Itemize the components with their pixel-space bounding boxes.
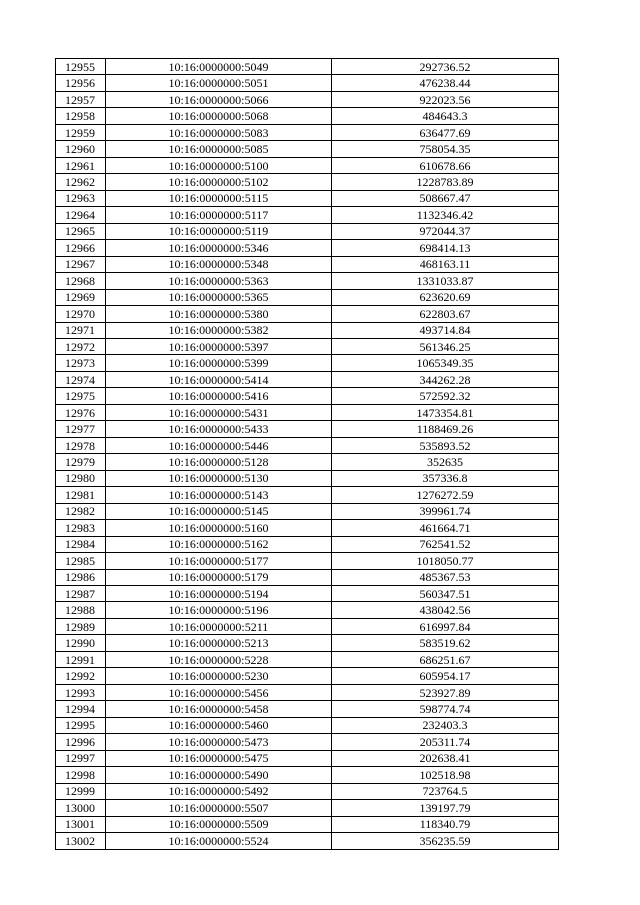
row-number-cell: 12969 [56,289,106,305]
cadastral-number-cell: 10:16:0000000:5051 [106,75,332,91]
value-cell: 1065349.35 [332,355,559,371]
value-cell: 972044.37 [332,223,559,239]
row-number-cell: 12994 [56,701,106,717]
cadastral-number-cell: 10:16:0000000:5100 [106,157,332,173]
table-row [56,470,559,486]
row-number-cell: 12972 [56,338,106,354]
cadastral-number-cell: 10:16:0000000:5177 [106,553,332,569]
table-row [56,783,559,799]
table-row [56,207,559,223]
cadastral-number-cell: 10:16:0000000:5460 [106,717,332,733]
cadastral-number-cell: 10:16:0000000:5475 [106,750,332,766]
value-cell: 232403.3 [332,717,559,733]
value-cell: 523927.89 [332,684,559,700]
cadastral-number-cell: 10:16:0000000:5228 [106,651,332,667]
value-cell: 1018050.77 [332,553,559,569]
table-row [56,256,559,272]
row-number-cell: 12992 [56,668,106,684]
row-number-cell: 12964 [56,207,106,223]
cadastral-number-cell: 10:16:0000000:5179 [106,569,332,585]
table-row [56,338,559,354]
row-number-cell: 12995 [56,717,106,733]
value-cell: 1188469.26 [332,421,559,437]
table-row [56,520,559,536]
value-cell: 139197.79 [332,800,559,816]
value-cell: 598774.74 [332,701,559,717]
row-number-cell: 12955 [56,59,106,75]
row-number-cell: 12985 [56,553,106,569]
table-row [56,701,559,717]
row-number-cell: 12958 [56,108,106,124]
cadastral-number-cell: 10:16:0000000:5128 [106,454,332,470]
cadastral-number-cell: 10:16:0000000:5085 [106,141,332,157]
cadastral-number-cell: 10:16:0000000:5194 [106,586,332,602]
cadastral-number-cell: 10:16:0000000:5049 [106,59,332,75]
cadastral-number-cell: 10:16:0000000:5068 [106,108,332,124]
value-cell: 476238.44 [332,75,559,91]
table-row [56,388,559,404]
cadastral-number-cell: 10:16:0000000:5162 [106,536,332,552]
value-cell: 1132346.42 [332,207,559,223]
cadastral-number-cell: 10:16:0000000:5446 [106,437,332,453]
value-cell: 485367.53 [332,569,559,585]
value-cell: 356235.59 [332,833,559,849]
value-cell: 344262.28 [332,371,559,387]
row-number-cell: 12996 [56,734,106,750]
table-row [56,355,559,371]
value-cell: 622803.67 [332,306,559,322]
row-number-cell: 12959 [56,124,106,140]
table-row [56,454,559,470]
cadastral-number-cell: 10:16:0000000:5363 [106,273,332,289]
table-row [56,322,559,338]
value-cell: 1331033.87 [332,273,559,289]
table-row [56,651,559,667]
row-number-cell: 12982 [56,503,106,519]
value-cell: 561346.25 [332,338,559,354]
table-row [56,59,559,75]
cadastral-number-cell: 10:16:0000000:5380 [106,306,332,322]
value-cell: 292736.52 [332,59,559,75]
value-cell: 686251.67 [332,651,559,667]
cadastral-number-cell: 10:16:0000000:5145 [106,503,332,519]
value-cell: 202638.41 [332,750,559,766]
value-cell: 572592.32 [332,388,559,404]
value-cell: 583519.62 [332,635,559,651]
row-number-cell: 12978 [56,437,106,453]
row-number-cell: 12960 [56,141,106,157]
cadastral-number-cell: 10:16:0000000:5117 [106,207,332,223]
table-row [56,734,559,750]
row-number-cell: 12966 [56,240,106,256]
value-cell: 636477.69 [332,124,559,140]
row-number-cell: 12988 [56,602,106,618]
value-cell: 610678.66 [332,157,559,173]
row-number-cell: 12976 [56,404,106,420]
value-cell: 698414.13 [332,240,559,256]
cadastral-number-cell: 10:16:0000000:5066 [106,91,332,107]
data-table [55,58,559,850]
cadastral-number-cell: 10:16:0000000:5382 [106,322,332,338]
row-number-cell: 12968 [56,273,106,289]
cadastral-number-cell: 10:16:0000000:5456 [106,684,332,700]
table-row [56,750,559,766]
cadastral-number-cell: 10:16:0000000:5524 [106,833,332,849]
table-row [56,717,559,733]
row-number-cell: 12961 [56,157,106,173]
table-row [56,75,559,91]
row-number-cell: 12981 [56,487,106,503]
row-number-cell: 12967 [56,256,106,272]
row-number-cell: 12971 [56,322,106,338]
value-cell: 1473354.81 [332,404,559,420]
row-number-cell: 12986 [56,569,106,585]
table-row [56,767,559,783]
value-cell: 357336.8 [332,470,559,486]
value-cell: 205311.74 [332,734,559,750]
value-cell: 102518.98 [332,767,559,783]
value-cell: 1228783.89 [332,174,559,190]
table-row [56,569,559,585]
row-number-cell: 12973 [56,355,106,371]
row-number-cell: 12956 [56,75,106,91]
cadastral-number-cell: 10:16:0000000:5213 [106,635,332,651]
value-cell: 623620.69 [332,289,559,305]
row-number-cell: 12975 [56,388,106,404]
row-number-cell: 13000 [56,800,106,816]
value-cell: 468163.11 [332,256,559,272]
table-row [56,371,559,387]
table-row [56,437,559,453]
table-row [56,223,559,239]
value-cell: 461664.71 [332,520,559,536]
table-row [56,586,559,602]
row-number-cell: 12991 [56,651,106,667]
cadastral-number-cell: 10:16:0000000:5365 [106,289,332,305]
cadastral-number-cell: 10:16:0000000:5509 [106,816,332,832]
value-cell: 484643.3 [332,108,559,124]
table-row [56,536,559,552]
value-cell: 1276272.59 [332,487,559,503]
row-number-cell: 12998 [56,767,106,783]
cadastral-number-cell: 10:16:0000000:5083 [106,124,332,140]
table-row [56,635,559,651]
cadastral-number-cell: 10:16:0000000:5473 [106,734,332,750]
cadastral-number-cell: 10:16:0000000:5431 [106,404,332,420]
cadastral-number-cell: 10:16:0000000:5416 [106,388,332,404]
cadastral-number-cell: 10:16:0000000:5490 [106,767,332,783]
cadastral-number-cell: 10:16:0000000:5119 [106,223,332,239]
value-cell: 605954.17 [332,668,559,684]
table-row [56,602,559,618]
row-number-cell: 12980 [56,470,106,486]
table-row [56,404,559,420]
row-number-cell: 12970 [56,306,106,322]
cadastral-number-cell: 10:16:0000000:5143 [106,487,332,503]
value-cell: 508667.47 [332,190,559,206]
table-row [56,141,559,157]
cadastral-number-cell: 10:16:0000000:5397 [106,338,332,354]
row-number-cell: 12983 [56,520,106,536]
table-row [56,240,559,256]
value-cell: 352635 [332,454,559,470]
cadastral-number-cell: 10:16:0000000:5348 [106,256,332,272]
cadastral-number-cell: 10:16:0000000:5433 [106,421,332,437]
cadastral-number-cell: 10:16:0000000:5399 [106,355,332,371]
row-number-cell: 12989 [56,618,106,634]
cadastral-number-cell: 10:16:0000000:5414 [106,371,332,387]
cadastral-number-cell: 10:16:0000000:5230 [106,668,332,684]
value-cell: 535893.52 [332,437,559,453]
table-row [56,503,559,519]
table-body [56,59,559,850]
row-number-cell: 12965 [56,223,106,239]
table-row [56,800,559,816]
table-row [56,684,559,700]
table-row [56,190,559,206]
table-row [56,668,559,684]
row-number-cell: 12984 [56,536,106,552]
value-cell: 723764.5 [332,783,559,799]
cadastral-number-cell: 10:16:0000000:5196 [106,602,332,618]
cadastral-number-cell: 10:16:0000000:5102 [106,174,332,190]
table-row [56,108,559,124]
table-row [56,553,559,569]
value-cell: 493714.84 [332,322,559,338]
value-cell: 922023.56 [332,91,559,107]
table-row [56,174,559,190]
cadastral-number-cell: 10:16:0000000:5507 [106,800,332,816]
row-number-cell: 13002 [56,833,106,849]
row-number-cell: 12987 [56,586,106,602]
row-number-cell: 12990 [56,635,106,651]
table-row [56,91,559,107]
table-row [56,487,559,503]
value-cell: 762541.52 [332,536,559,552]
table-row [56,833,559,849]
table-row [56,289,559,305]
row-number-cell: 12979 [56,454,106,470]
cadastral-number-cell: 10:16:0000000:5160 [106,520,332,536]
row-number-cell: 12993 [56,684,106,700]
value-cell: 758054.35 [332,141,559,157]
cadastral-number-cell: 10:16:0000000:5458 [106,701,332,717]
table-row [56,273,559,289]
cadastral-number-cell: 10:16:0000000:5492 [106,783,332,799]
cadastral-number-cell: 10:16:0000000:5346 [106,240,332,256]
table-row [56,124,559,140]
row-number-cell: 13001 [56,816,106,832]
row-number-cell: 12999 [56,783,106,799]
value-cell: 616997.84 [332,618,559,634]
cadastral-number-cell: 10:16:0000000:5115 [106,190,332,206]
table-row [56,157,559,173]
value-cell: 560347.51 [332,586,559,602]
row-number-cell: 12977 [56,421,106,437]
value-cell: 438042.56 [332,602,559,618]
table-row [56,306,559,322]
row-number-cell: 12997 [56,750,106,766]
value-cell: 118340.79 [332,816,559,832]
table-row [56,816,559,832]
table-row [56,618,559,634]
row-number-cell: 12963 [56,190,106,206]
cadastral-number-cell: 10:16:0000000:5130 [106,470,332,486]
row-number-cell: 12962 [56,174,106,190]
cadastral-number-cell: 10:16:0000000:5211 [106,618,332,634]
table-row [56,421,559,437]
row-number-cell: 12974 [56,371,106,387]
row-number-cell: 12957 [56,91,106,107]
value-cell: 399961.74 [332,503,559,519]
